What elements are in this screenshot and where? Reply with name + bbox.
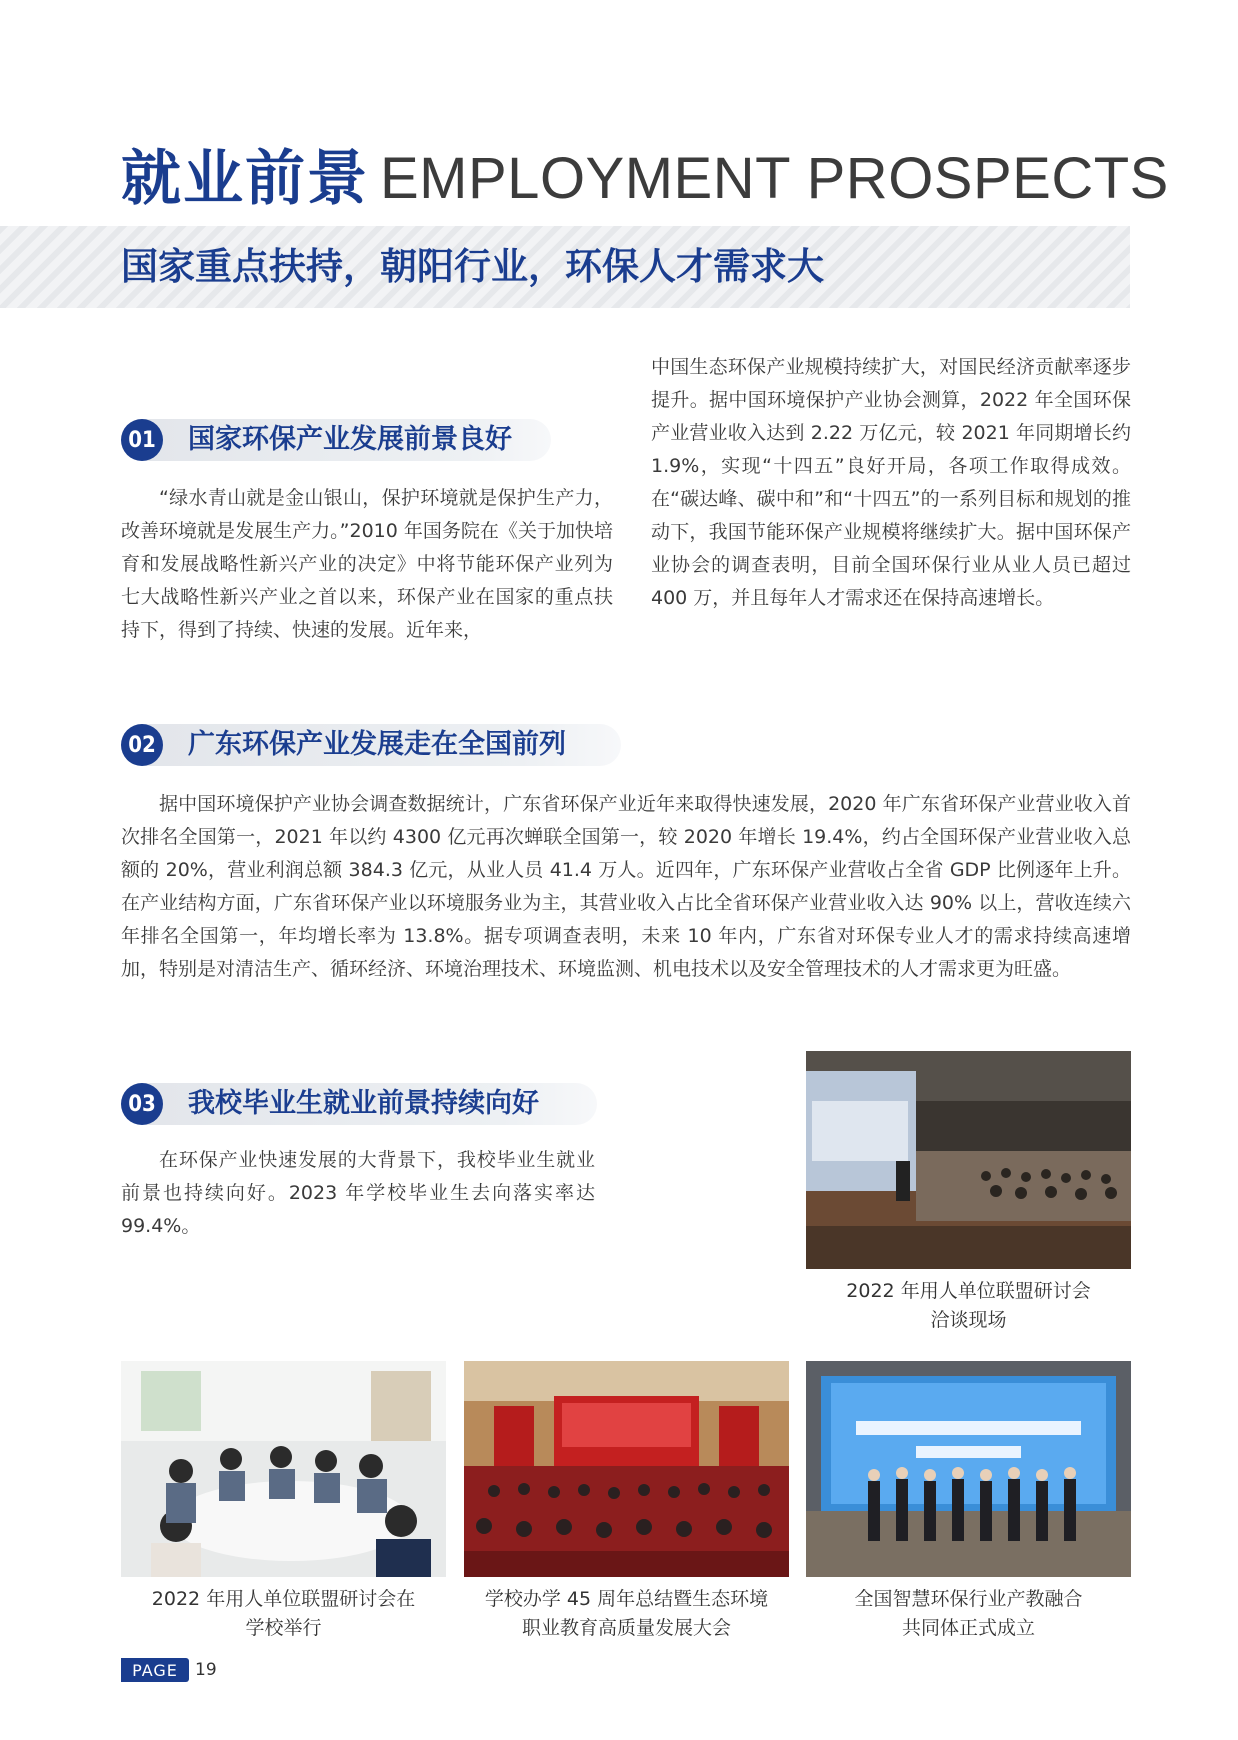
photo-2-caption-line2: 学校举行 [245, 1617, 322, 1639]
section-01-paragraph-right: 中国生态环保产业规模持续扩大，对国民经济贡献率逐步提升。据中国环境保护产业协会测算，2022 年全国环保产业营业收入达到 2.22 万亿元，较 2021 年同期增长约 1.9%，实现“十四五”良好开局，各项工作取得成效。在“碳达峰、碳中和”和“十四五”的一系列目标和规划的推动下，我国节能环保产业规模将继续扩大。据中国环保产业协会的调查表明，目前全国环保行业从业人员已超过 400 万，并且每年人才需求还在保持高速增长。 [651, 356, 1131, 609]
photo-3-caption-line1: 学校办学 45 周年总结暨生态环境 [484, 1588, 769, 1610]
page-title-cn: 就业前景 [121, 144, 369, 214]
page-title-en: EMPLOYMENT PROSPECTS [380, 146, 1169, 211]
photo-2-caption [121, 1585, 446, 1643]
photo-2-caption-line1: 2022 年用人单位联盟研讨会在 [151, 1588, 416, 1610]
section-03-paragraph: 在环保产业快速发展的大背景下，我校毕业生就业前景也持续向好。2023 年学校毕业生去向落实率达 99.4%。 [121, 1149, 595, 1237]
photo-1-caption-line2: 洽谈现场 [930, 1309, 1007, 1331]
photo-roundtable-meeting [121, 1361, 446, 1577]
section-03-title: 我校毕业生就业前景持续向好 [188, 1088, 539, 1119]
section-01-paragraph-left: “绿水青山就是金山银山，保护环境就是保护生产力，改善环境就是发展生产力。”2010 年国务院在《关于加快培育和发展战略性新兴产业的决定》中将节能环保产业列为七大战略性新兴产业之首以来，环保产业在国家的重点扶持下，得到了持续、快速的发展。近年来， [121, 487, 613, 641]
photo-3-caption-line2: 职业教育高质量发展大会 [521, 1617, 731, 1639]
section-01-title: 国家环保产业发展前景良好 [188, 424, 512, 455]
page-label: PAGE [121, 1658, 189, 1682]
photo-seminar-hall [806, 1051, 1131, 1269]
photo-3-caption [464, 1585, 789, 1643]
photo-anniversary-conference [464, 1361, 789, 1577]
section-02-title: 广东环保产业发展走在全国前列 [188, 729, 566, 760]
page-number: 19 [195, 1660, 217, 1680]
section-01-number: 01 [121, 419, 163, 461]
photo-1-caption-line1: 2022 年用人单位联盟研讨会 [846, 1280, 1091, 1302]
section-02-paragraph: 据中国环境保护产业协会调查数据统计，广东省环保产业近年来取得快速发展，2020 年广东省环保产业营业收入首次排名全国第一，2021 年以约 4300 亿元再次蝉联全国第一，较 2020 年增长 19.4%，约占全国环保产业营业收入总额的 20%，营业利润总额 384.3 亿元，从业人员 41.4 万人。近四年，广东环保产业营收占全省 GDP 比例逐年上升。在产业结构方面，广东省环保产业以环境服务业为主，其营业收入占比全省环保产业营业收入达 90% 以上，营收连续六年排名全国第一，年均增长率为 13.8%。据专项调查表明，未来 10 年内，广东省对环保专业人才的需求持续高速增加，特别是对清洁生产、循环经济、环境治理技术、环境监测、机电技术以及安全管理技术的人才需求更为旺盛。 [121, 793, 1131, 980]
section-02-number: 02 [121, 724, 163, 766]
photo-4-caption-line2: 共同体正式成立 [901, 1617, 1035, 1639]
photo-1-caption [806, 1277, 1131, 1335]
photo-alliance-founding [806, 1361, 1131, 1577]
photo-4-caption-line1: 全国智慧环保行业产教融合 [854, 1588, 1083, 1610]
subtitle-banner-text: 国家重点扶持，朝阳行业，环保人才需求大 [121, 245, 824, 288]
photo-4-caption [806, 1585, 1131, 1643]
section-03-number: 03 [121, 1083, 163, 1125]
